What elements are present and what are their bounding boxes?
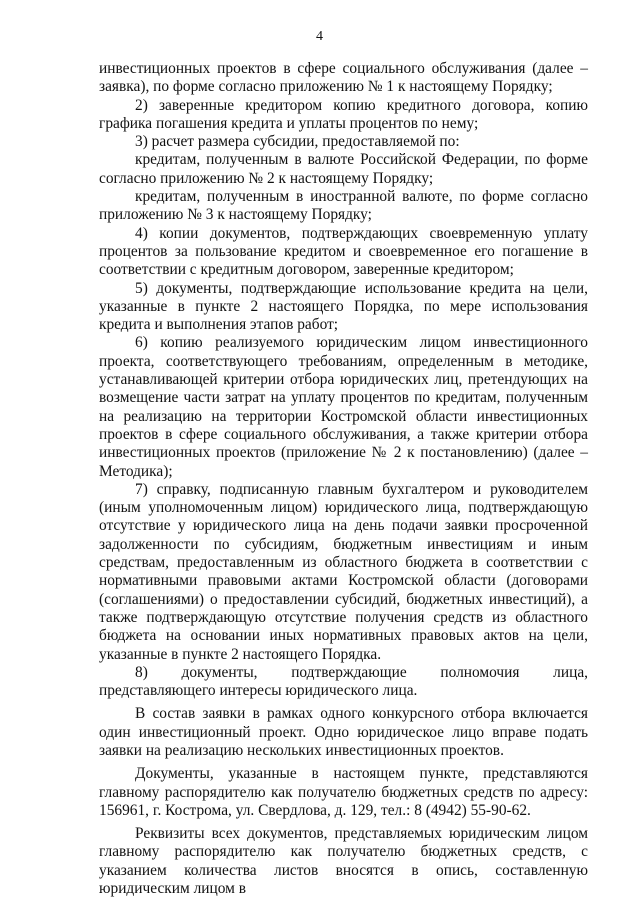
- paragraph-item-3-rub: кредитам, полученным в валюте Российской Федерации, по форме согласно приложению № 2 к настоящему Порядку;: [99, 151, 588, 187]
- paragraph-item-6: 6) копию реализуемого юридическим лицом инвестиционного проекта, соответствующего требованиям, определенным в методике, устанавливающей критерии отбора юридических лиц, претендующих на возмещение части затрат на уплату процентов по кредитам, полученным на реализацию на территории Костромской области инвестиционных проектов в сфере социального обслуживания, а также критерии отбора инвестиционных проектов (приложение № 2 к постановлению) (далее – Методика);: [99, 334, 588, 480]
- paragraph-item-8: 8) документы, подтверждающие полномочия лица, представляющего интересы юридического лица.: [99, 663, 588, 700]
- document-body: [99, 60, 588, 898]
- paragraph-submission-address: Документы, указанные в настоящем пункте, представляются главному распорядителю как получателю бюджетных средств по адресу: 156961, г. Кострома, ул. Свердлова, д. 129, тел.: 8 (4942) 55-90-62.: [99, 765, 588, 819]
- paragraph-continuation: инвестиционных проектов в сфере социального обслуживания (далее – заявка), по форме согласно приложению № 1 к настоящему Порядку;: [99, 60, 588, 96]
- page-number: 4: [316, 29, 323, 44]
- paragraph-application-scope: В состав заявки в рамках одного конкурсного отбора включается один инвестиционный проект. Одно юридическое лицо вправе подать заявки на реализацию нескольких инвестиционных проектов.: [99, 705, 588, 759]
- paragraph-inventory: Реквизиты всех документов, представляемых юридическим лицом главному распорядителю как получателю бюджетных средств, с указанием количества листов вносятся в опись, составленную юридическим лицом в: [99, 825, 588, 898]
- paragraph-item-4: 4) копии документов, подтверждающих своевременную уплату процентов за пользование кредитом и своевременное его погашение в соответствии с кредитным договором, заверенные кредитором;: [99, 224, 588, 279]
- paragraph-item-3: 3) расчет размера субсидии, предоставляемой по:: [135, 133, 460, 151]
- paragraph-item-5: 5) документы, подтверждающие использование кредита на цели, указанные в пункте 2 настоящего Порядка, по мере использования кредита и выполнения этапов работ;: [99, 279, 588, 334]
- paragraph-item-2: 2) заверенные кредитором копию кредитного договора, копию графика погашения кредита и уплаты процентов по нему;: [99, 96, 588, 132]
- paragraph-item-3-foreign: кредитам, полученным в иностранной валюте, по форме согласно приложению № 3 к настоящему Порядку;: [99, 188, 588, 224]
- paragraph-item-7: 7) справку, подписанную главным бухгалтером и руководителем (иным уполномоченным лицом) юридического лица, подтверждающую отсутствие у юридического лица на день подачи заявки просроченной задолженности по субсидиям, бюджетным инвестициям и иным средствам, предоставленным из областного бюджета в соответствии с нормативными правовыми актами Костромской области (договорами (соглашениями) о предоставлении субсидий, бюджетных инвестиций), а также подтверждающую отсутствие получения средств из областного бюджета на основании иных нормативных правовых актов на цели, указанные в пункте 2 настоящего Порядка.: [99, 480, 588, 663]
